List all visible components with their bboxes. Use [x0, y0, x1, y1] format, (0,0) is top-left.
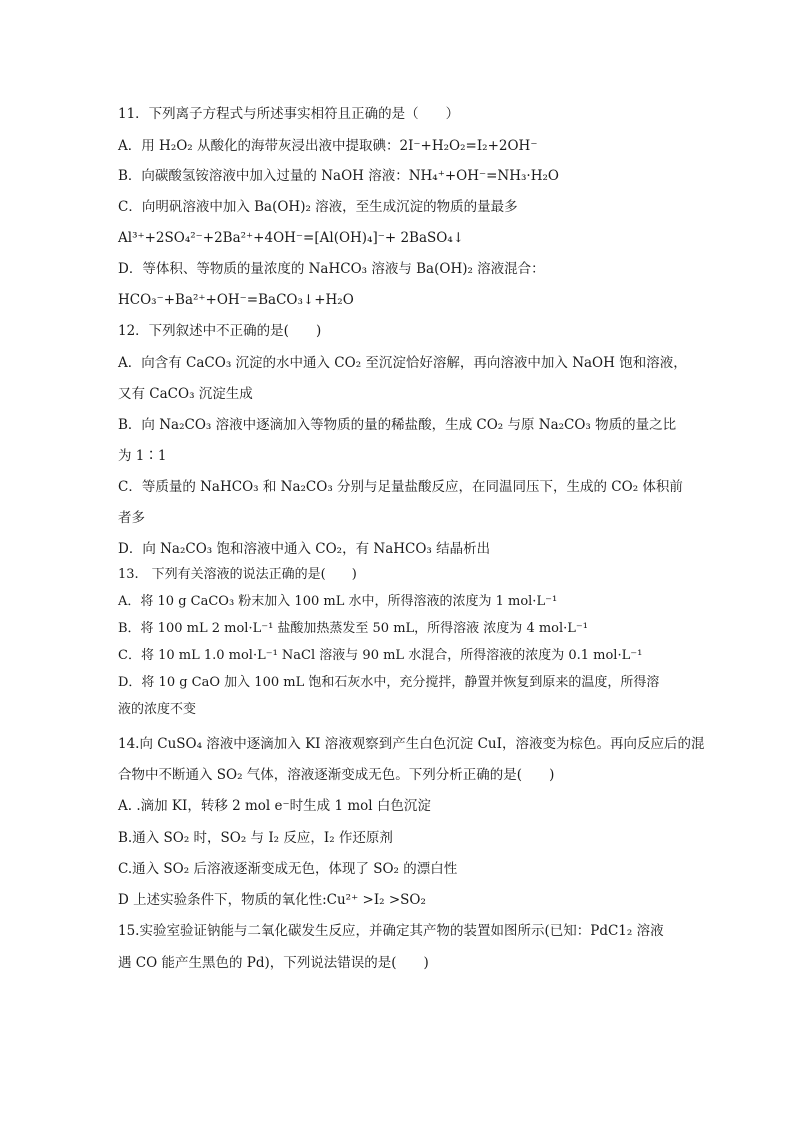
q12-option-c-cont: 者多	[118, 510, 145, 526]
q14-option-b: B.通入 SO₂ 时，SO₂ 与 I₂ 反应，I₂ 作还原剂	[118, 830, 393, 846]
q11-option-c: C．向明矾溶液中加入 Ba(OH)₂ 溶液，至生成沉淀的物质的量最多	[118, 199, 518, 215]
q13-stem: 13. 下列有关溶液的说法正确的是( )	[118, 567, 357, 582]
q14-option-d: D 上述实验条件下，物质的氧化性:Cu²⁺ >I₂ >SO₂	[118, 892, 426, 908]
q12-option-c: C．等质量的 NaHCO₃ 和 Na₂CO₃ 分别与足量盐酸反应，在同温同压下，生成的 CO₂ 体积前	[118, 479, 683, 495]
q11-option-b: B．向碳酸氢铵溶液中加入过量的 NaOH 溶液：NH₄⁺+OH⁻=NH₃·H₂O	[118, 168, 559, 184]
q14-option-a: A. .滴加 KI，转移 2 mol e⁻时生成 1 mol 白色沉淀	[118, 798, 431, 814]
q13-option-b: B．将 100 mL 2 mol·L⁻¹ 盐酸加热蒸发至 50 mL，所得溶液 浓度为 4 mol·L⁻¹	[118, 621, 588, 636]
q14-stem: 14.向 CuSO₄ 溶液中逐滴加入 KI 溶液观察到产生白色沉淀 CuI，溶液变为棕色。再向反应后的混	[118, 736, 705, 752]
q12-option-b-cont: 为 1∶1	[118, 448, 167, 464]
q12-option-b: B．向 Na₂CO₃ 溶液中逐滴加入等物质的量的稀盐酸，生成 CO₂ 与原 Na₂CO₃ 物质的量之比	[118, 417, 677, 433]
q12-option-a-cont: 又有 CaCO₃ 沉淀生成	[118, 386, 253, 402]
q12-stem: 12．下列叙述中不正确的是( )	[118, 323, 322, 339]
q15-stem: 15.实验室验证钠能与二氧化碳发生反应，并确定其产物的装置如图所示(已知：PdC1₂ 溶液	[118, 923, 664, 939]
q14-stem-cont: 合物中不断通入 SO₂ 气体，溶液逐渐变成无色。下列分析正确的是( )	[118, 767, 555, 783]
q13-option-c: C．将 10 mL 1.0 mol·L⁻¹ NaCl 溶液与 90 mL 水混合，所得溶液的浓度为 0.1 mol·L⁻¹	[118, 648, 643, 663]
q11-option-d-equation: HCO₃⁻+Ba²⁺+OH⁻=BaCO₃↓+H₂O	[118, 292, 354, 308]
q12-option-d: D．向 Na₂CO₃ 饱和溶液中通入 CO₂，有 NaHCO₃ 结晶析出	[118, 541, 491, 557]
q15-stem-cont: 遇 CO 能产生黑色的 Pd)，下列说法错误的是( )	[118, 955, 429, 971]
q11-option-a: A．用 H₂O₂ 从酸化的海带灰浸出液中提取碘：2I⁻+H₂O₂=I₂+2OH⁻	[118, 138, 538, 154]
q11-option-d: D．等体积、等物质的量浓度的 NaHCO₃ 溶液与 Ba(OH)₂ 溶液混合：	[118, 261, 545, 277]
q13-option-a: A．将 10 g CaCO₃ 粉末加入 100 mL 水中，所得溶液的浓度为 1 mol·L⁻¹	[118, 594, 558, 609]
q14-option-c: C.通入 SO₂ 后溶液逐渐变成无色，体现了 SO₂ 的漂白性	[118, 861, 458, 877]
q12-option-a: A．向含有 CaCO₃ 沉淀的水中通入 CO₂ 至沉淀恰好溶解，再向溶液中加入 NaOH 饱和溶液，	[118, 355, 687, 371]
q11-stem: 11．下列离子方程式与所述事实相符且正确的是（ ）	[118, 106, 460, 122]
q13-option-d-cont: 液的浓度不变	[118, 702, 197, 717]
q13-option-d: D．将 10 g CaO 加入 100 mL 饱和石灰水中，充分搅拌，静置并恢复到原来的温度，所得溶	[118, 675, 660, 690]
q11-option-c-equation: Al³⁺+2SO₄²⁻+2Ba²⁺+4OH⁻=[Al(OH)₄]⁻+ 2BaSO₄↓	[118, 230, 465, 246]
